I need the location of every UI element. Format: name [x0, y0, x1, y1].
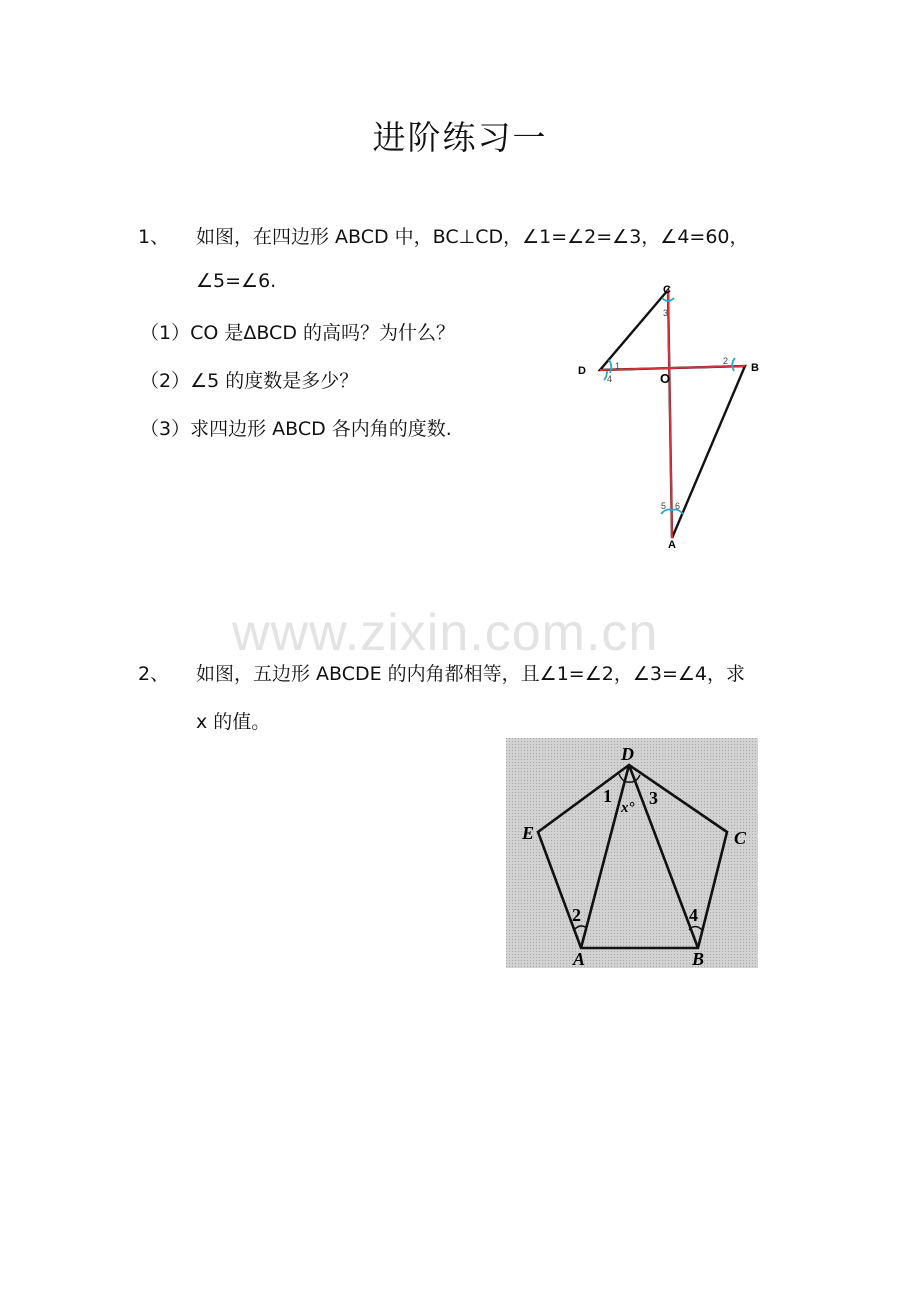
q2-label-b: B: [692, 949, 705, 968]
q2-label-a: A: [573, 949, 586, 968]
q2-stem-line2: x 的值。: [196, 711, 271, 733]
page-title: 进阶练习一: [372, 118, 548, 157]
watermark: www.zixin.com.cn: [232, 604, 659, 662]
q1-angle-2: 2: [723, 356, 729, 366]
q2-label-c: C: [734, 828, 747, 848]
q1-sub1: （1）CO 是ΔBCD 的高吗？为什么？: [140, 322, 455, 344]
q1-diagonal-db: [600, 366, 745, 370]
q1-stem-line1: 如图，在四边形 ABCD 中，BC⊥CD，∠1=∠2=∠3，∠4=60，: [196, 226, 749, 248]
q2-angle-3: 3: [649, 788, 658, 808]
q1-diagonal-ca: [668, 290, 672, 538]
q1-kite-outline: [600, 290, 745, 538]
q1-figure-kite: [560, 278, 790, 558]
q2-stem-line1: 如图，五边形 ABCDE 的内角都相等，且∠1=∠2，∠3=∠4，求: [196, 663, 746, 685]
q2-figure-pentagon: [506, 738, 758, 968]
q1-arc-2: [732, 358, 735, 371]
q1-label-d: D: [578, 365, 586, 377]
q1-angle-6: 6: [675, 501, 681, 511]
q2-label-e: E: [522, 823, 535, 843]
q1-label-a: A: [668, 539, 676, 551]
q1-label-c: C: [663, 284, 671, 296]
q1-sub3: （3）求四边形 ABCD 各内角的度数.: [140, 418, 452, 440]
q2-x-label: x°: [621, 800, 635, 816]
q1-angle-3: 3: [663, 308, 669, 318]
q1-angle-1: 1: [615, 361, 621, 371]
q1-arc-1: [609, 360, 611, 373]
q2-number: 2、: [138, 663, 170, 685]
q1-label-b: B: [751, 362, 759, 374]
q2-angle-4: 4: [689, 905, 698, 925]
q1-number: 1、: [138, 226, 170, 248]
q1-sub2: （2）∠5 的度数是多少？: [140, 370, 359, 392]
q2-label-d: D: [621, 744, 634, 764]
q1-label-o: O: [660, 371, 671, 386]
q1-stem-line2: ∠5=∠6.: [196, 270, 277, 292]
q1-angle-4: 4: [607, 374, 613, 384]
q2-angle-1: 1: [603, 786, 612, 806]
q2-angle-2: 2: [572, 905, 581, 925]
q1-angle-5: 5: [661, 501, 667, 511]
